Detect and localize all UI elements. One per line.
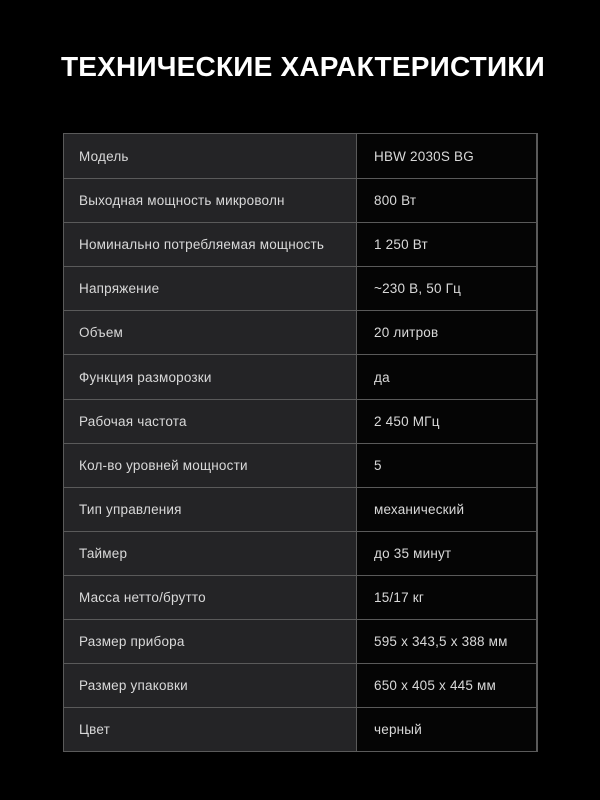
spec-table: [63, 133, 538, 752]
spec-row-label: Кол-во уровней мощности: [64, 443, 356, 487]
spec-row-label: Размер прибора: [64, 619, 356, 663]
spec-row-value: да: [356, 354, 536, 398]
spec-row-label: Цвет: [64, 707, 356, 751]
spec-row-label: Рабочая частота: [64, 399, 356, 443]
spec-row-value: HBW 2030S BG: [356, 134, 536, 178]
page-title: ТЕХНИЧЕСКИЕ ХАРАКТЕРИСТИКИ: [61, 51, 545, 82]
spec-row-value: 1 250 Вт: [356, 222, 536, 266]
spec-row-label: Номинально потребляемая мощность: [64, 222, 356, 266]
spec-row-label: Объем: [64, 310, 356, 354]
spec-row-value: ~230 В, 50 Гц: [356, 266, 536, 310]
spec-row-value: черный: [356, 707, 536, 751]
spec-row-label: Напряжение: [64, 266, 356, 310]
spec-row-label: Модель: [64, 134, 356, 178]
spec-row-value: 650 x 405 x 445 мм: [356, 663, 536, 707]
spec-row-value: механический: [356, 487, 536, 531]
spec-row-label: Размер упаковки: [64, 663, 356, 707]
spec-row-value: 595 x 343,5 x 388 мм: [356, 619, 536, 663]
spec-row-label: Функция разморозки: [64, 354, 356, 398]
spec-row-value: до 35 минут: [356, 531, 536, 575]
spec-row-value: 20 литров: [356, 310, 536, 354]
spec-row-value: 800 Вт: [356, 178, 536, 222]
spec-row-label: Таймер: [64, 531, 356, 575]
spec-row-label: Тип управления: [64, 487, 356, 531]
spec-row-value: 15/17 кг: [356, 575, 536, 619]
spec-row-label: Масса нетто/брутто: [64, 575, 356, 619]
spec-row-value: 2 450 МГц: [356, 399, 536, 443]
spec-row-value: 5: [356, 443, 536, 487]
spec-row-label: Выходная мощность микроволн: [64, 178, 356, 222]
